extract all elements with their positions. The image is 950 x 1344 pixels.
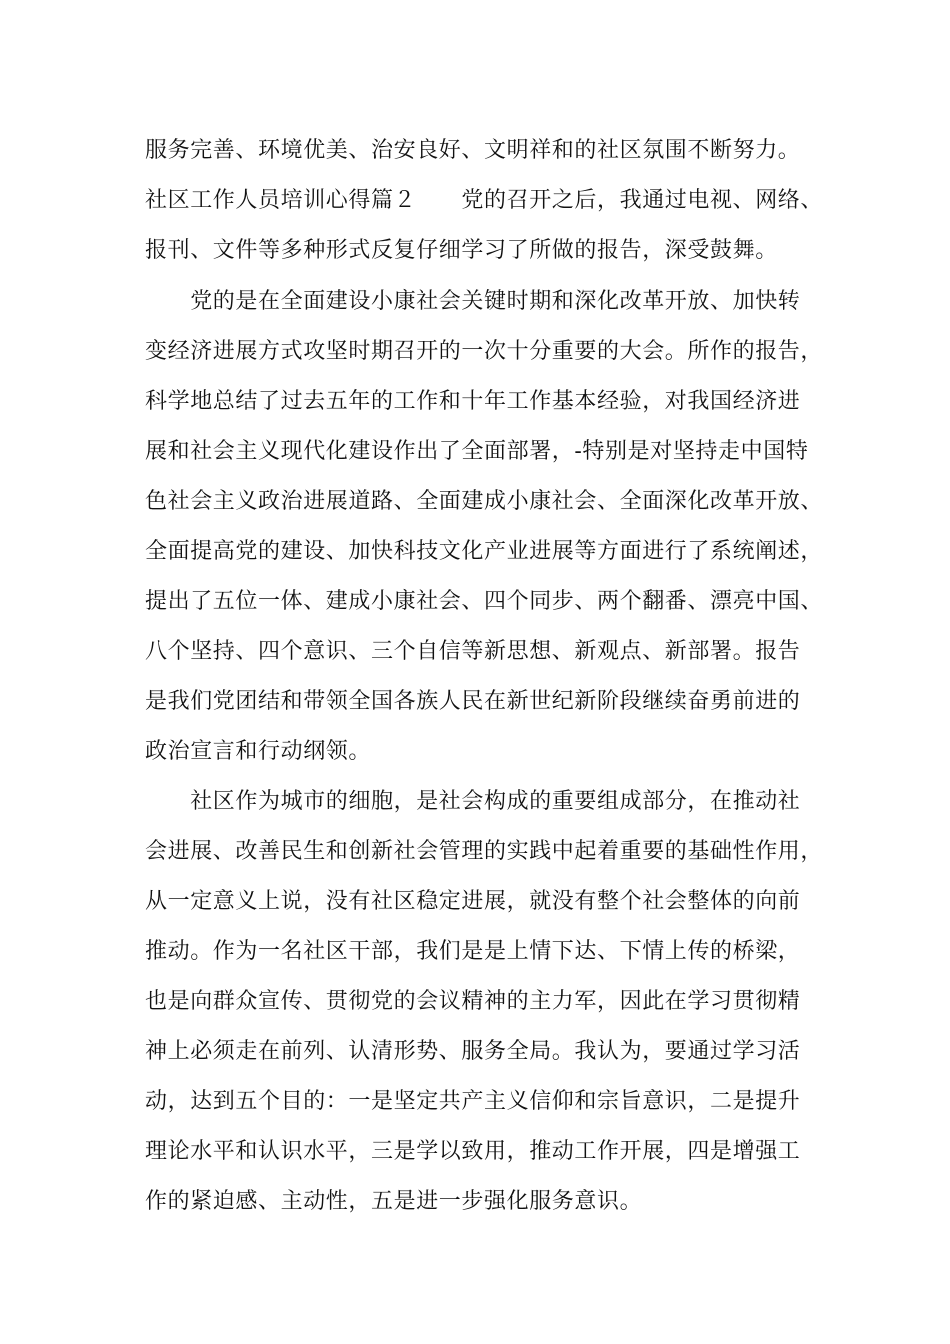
text-line: 理论水平和认识水平，三是学以致用，推动工作开展，四是增强工 — [145, 1139, 801, 1164]
text-line: 也是向群众宣传、贯彻党的会议精神的主力军，因此在学习贯彻精 — [145, 989, 801, 1014]
text-line: 提出了五位一体、建成小康社会、四个同步、两个翻番、漂亮中国、 — [145, 589, 824, 614]
text-line: 会进展、改善民生和创新社会管理的实践中起着重要的基础性作用， — [145, 839, 824, 864]
text-line: 是我们党团结和带领全国各族人民在新世纪新阶段继续奋勇前进的 — [145, 689, 801, 714]
text-line: 从一定意义上说，没有社区稳定进展，就没有整个社会整体的向前 — [145, 889, 801, 914]
text-line: 社区工作人员培训心得篇２ 党的召开之后，我通过电视、网络、 — [145, 188, 824, 213]
text-line: 动，达到五个目的：一是坚定共产主义信仰和宗旨意识，二是提升 — [145, 1089, 801, 1114]
text-line: 党的是在全面建设小康社会关键时期和深化改革开放、加快转 — [145, 289, 801, 314]
text-line: 报刊、文件等多种形式反复仔细学习了所做的报告，深受鼓舞。 — [145, 238, 778, 263]
text-line: 推动。作为一名社区干部，我们是是上情下达、下情上传的桥梁， — [145, 939, 801, 964]
text-line: 变经济进展方式攻坚时期召开的一次十分重要的大会。所作的报告， — [145, 339, 824, 364]
text-line: 全面提高党的建设、加快科技文化产业进展等方面进行了系统阐述， — [145, 539, 824, 564]
text-line: 神上必须走在前列、认清形势、服务全局。我认为，要通过学习活 — [145, 1039, 801, 1064]
text-line: 社区作为城市的细胞，是社会构成的重要组成部分，在推动社 — [145, 789, 801, 814]
text-line: 展和社会主义现代化建设作出了全面部署，-特别是对坚持走中国特 — [145, 439, 809, 464]
text-line: 作的紧迫感、主动性，五是进一步强化服务意识。 — [145, 1189, 643, 1214]
text-line: 服务完善、环境优美、治安良好、文明祥和的社区氛围不断努力。 — [145, 138, 801, 163]
text-line: 政治宣言和行动纲领。 — [145, 739, 372, 764]
text-line: 科学地总结了过去五年的工作和十年工作基本经验，对我国经济进 — [145, 389, 801, 414]
text-line: 八个坚持、四个意识、三个自信等新思想、新观点、新部署。报告 — [145, 639, 801, 664]
text-line: 色社会主义政治进展道路、全面建成小康社会、全面深化改革开放、 — [145, 489, 824, 514]
